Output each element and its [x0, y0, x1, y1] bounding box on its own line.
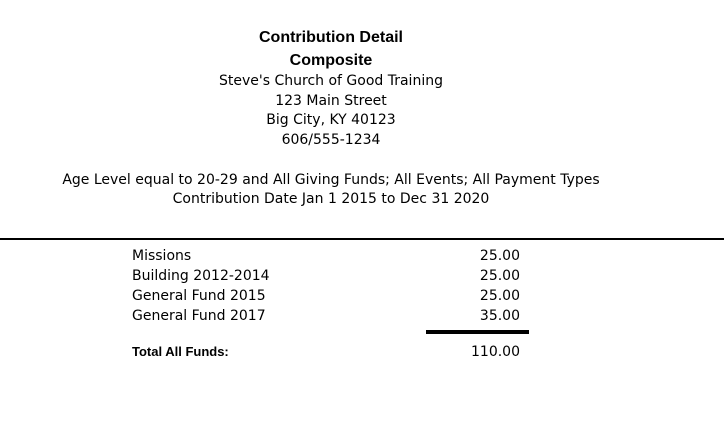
fund-amount: 25.00: [479, 288, 520, 304]
header-divider: [0, 238, 724, 240]
fund-name: Building 2012-2014: [132, 268, 270, 284]
fund-list: [132, 246, 522, 326]
fund-row: [132, 286, 522, 306]
date-range: Contribution Date Jan 1 2015 to Dec 31 2020: [172, 191, 490, 207]
total-label: Total All Funds:: [132, 344, 229, 359]
report-title: Contribution Detail: [259, 29, 403, 46]
report-subtitle: Composite: [289, 52, 373, 69]
fund-amount: 25.00: [479, 268, 520, 284]
fund-amount: 25.00: [479, 248, 520, 264]
total-underline: [426, 330, 529, 334]
church-city-state-zip: Big City, KY 40123: [266, 112, 396, 128]
fund-row: [132, 266, 522, 286]
filter-description: Age Level equal to 20-29 and All Giving Funds; All Events; All Payment Types: [62, 172, 600, 188]
church-name: Steve's Church of Good Training: [219, 73, 443, 89]
fund-row: [132, 246, 522, 266]
church-street: 123 Main Street: [275, 93, 387, 109]
fund-name: General Fund 2015: [132, 288, 266, 304]
fund-name: Missions: [132, 248, 192, 264]
fund-row: [132, 306, 522, 326]
fund-name: General Fund 2017: [132, 308, 266, 324]
total-amount: 110.00: [471, 344, 520, 360]
fund-amount: 35.00: [479, 308, 520, 324]
church-phone: 606/555-1234: [281, 132, 381, 148]
